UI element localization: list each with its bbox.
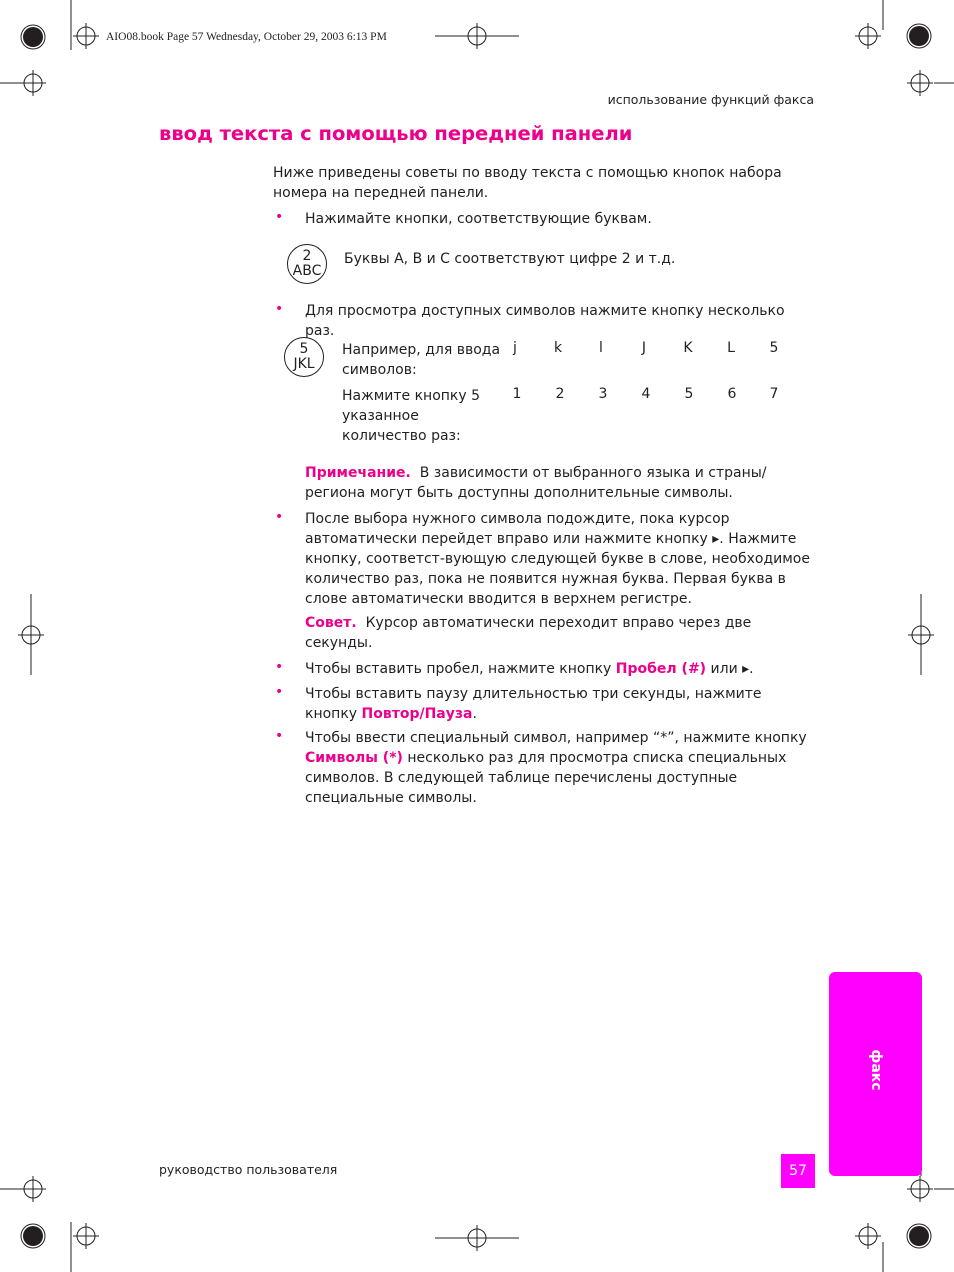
press-count-cell: 1 [512, 386, 522, 402]
bullet-marker: • [275, 728, 284, 744]
intro-paragraph: Ниже приведены советы по вводу текста с помощью кнопок набора номера на передней панели. [273, 165, 782, 201]
crop-header: AIO08.book Page 57 Wednesday, October 29, 2003 6:13 PM [106, 31, 387, 43]
press-count-cell: 5 [684, 386, 694, 402]
key-digit: 2 [302, 248, 312, 264]
note-paragraph [305, 463, 815, 503]
press-count-cell: 6 [727, 386, 737, 402]
key-letters: ABC [292, 263, 322, 279]
bullet-text: После выбора нужного символа подождите, пока курсор автоматически перейдет вправо или нажмите кнопку ▸. Нажмите кнопку, соответст-вующую следующей букве в слове, необходимое количество раз, пока не появится нужная буква. Первая буква в слове автоматически вводится в верхнем регистре. [305, 511, 810, 607]
bullet-text [305, 684, 815, 724]
bullet-text-part: Чтобы вставить паузу длительностью три секунды, нажмите кнопку [305, 686, 762, 722]
tip-label: Совет. [305, 615, 357, 631]
press-count-cell: 4 [641, 386, 651, 402]
footer-guide-title: руководство пользователя [159, 1162, 338, 1177]
page-number: 57 [781, 1154, 815, 1188]
press-count-cell: 7 [769, 386, 779, 402]
chapter-tab-label: факс [868, 1049, 884, 1091]
key-2-caption: Буквы A, B и C соответствуют цифре 2 и т.д. [344, 251, 676, 267]
redial-pause-button-label: Повтор/Пауза [361, 706, 473, 722]
note-text: В зависимости от выбранного языка и страны/региона могут быть доступны дополнительные символы. [305, 465, 767, 501]
chapter-tab [829, 972, 922, 1176]
bullet-text-part: . [472, 706, 477, 722]
char-cell: l [599, 340, 603, 356]
bullet-marker: • [275, 509, 284, 525]
press-count-cell: 3 [598, 386, 608, 402]
bullet-marker: • [275, 684, 284, 700]
char-cell: j [513, 340, 517, 356]
bullet-marker: • [275, 301, 284, 317]
running-head: использование функций факса [607, 92, 814, 107]
bullet-text: Для просмотра доступных символов нажмите кнопку несколько раз. [305, 303, 785, 339]
bullet-text [305, 728, 815, 808]
bullet-text-part: или ▸. [710, 661, 754, 677]
key-2-icon [287, 244, 327, 284]
bullet-text-part: Чтобы ввести специальный символ, например “*”, нажмите кнопку [305, 730, 807, 746]
bullet-text-part: Чтобы вставить пробел, нажмите кнопку [305, 661, 612, 677]
bullet-text [305, 659, 815, 679]
char-cell: J [641, 340, 647, 356]
tip-paragraph [305, 613, 815, 653]
key-5-icon [284, 337, 324, 377]
bullet-text-part: несколько раз для просмотра списка специальных символов. В следующей таблице перечислены доступные специальные символы. [305, 750, 787, 806]
symbols-button-label: Символы (*) [305, 750, 403, 766]
char-cell: k [553, 340, 563, 356]
press-count-cell: 2 [555, 386, 565, 402]
row-2-label: Нажмите кнопку 5 указанное количество раз: [342, 388, 481, 444]
bullet-text: Нажимайте кнопки, соответствующие буквам. [305, 211, 652, 227]
section-title: ввод текста с помощью передней панели [159, 122, 633, 145]
row-1-label: Например, для ввода символов: [342, 342, 501, 378]
tip-text: Курсор автоматически переходит вправо через две секунды. [305, 615, 752, 651]
char-cell: 5 [769, 340, 779, 356]
char-cell: L [727, 340, 735, 356]
bullet-marker: • [275, 209, 284, 225]
key-letters: JKL [293, 356, 315, 372]
space-button-label: Пробел (#) [615, 661, 707, 677]
note-label: Примечание. [305, 465, 411, 481]
bullet-marker: • [275, 659, 284, 675]
char-cell: K [683, 340, 693, 356]
key-digit: 5 [299, 341, 309, 357]
